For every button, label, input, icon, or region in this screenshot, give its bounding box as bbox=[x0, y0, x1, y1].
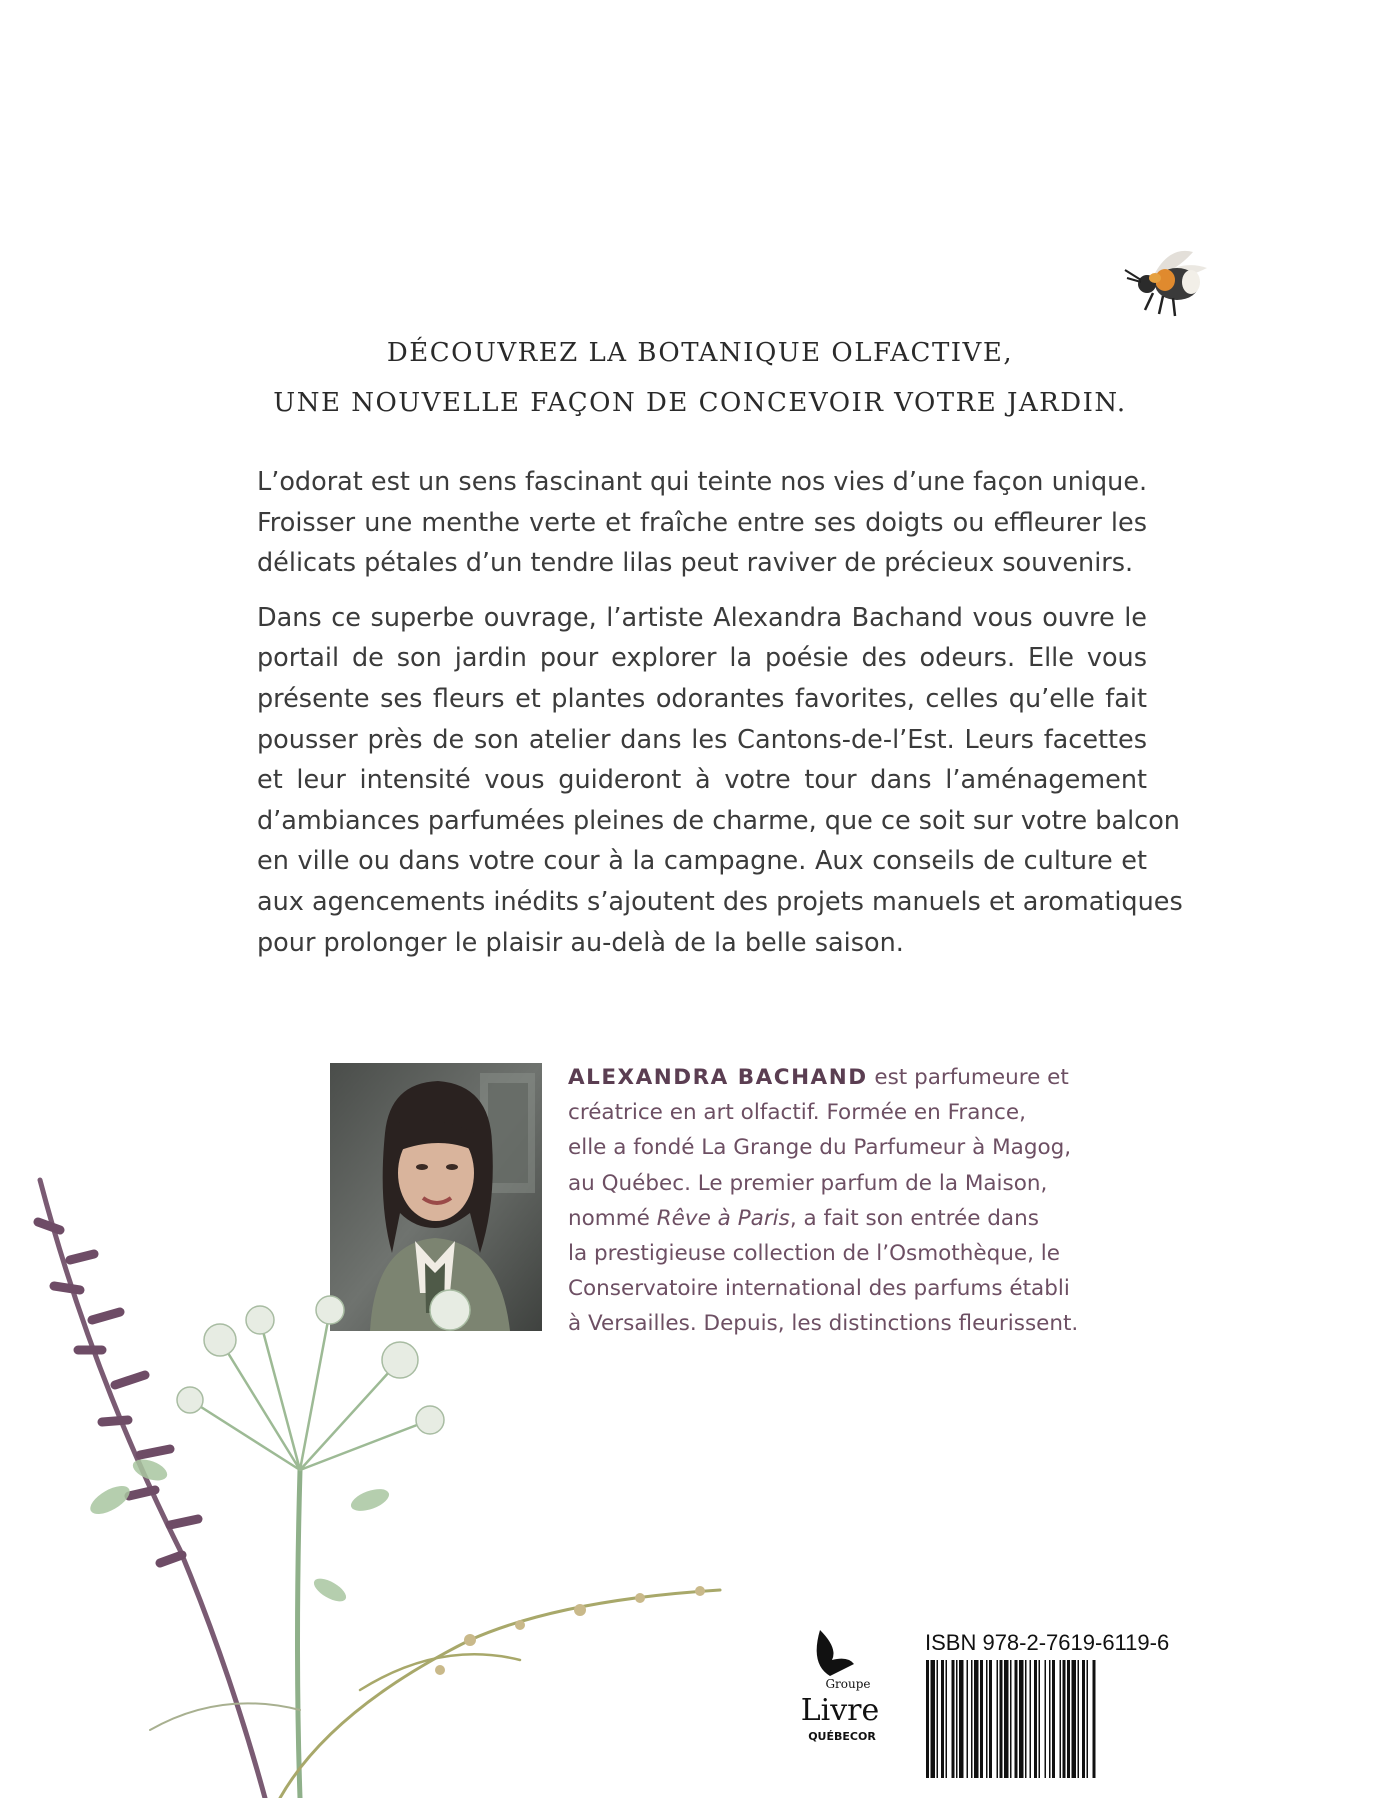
text-line: pousser près de son atelier dans les Cantons-de-l’Est. Leurs facettes bbox=[257, 724, 1147, 755]
barcode-bar bbox=[1045, 1660, 1047, 1778]
barcode-bar bbox=[1004, 1660, 1009, 1778]
barcode-bar bbox=[946, 1660, 948, 1778]
bio-line: au Québec. Le premier parfum de la Maison, bbox=[568, 1170, 1048, 1196]
perfume-title: Rêve à Paris bbox=[656, 1205, 790, 1231]
publisher-logo bbox=[790, 1620, 900, 1760]
barcode-bar bbox=[1078, 1660, 1080, 1778]
bio-text: est parfumeure et bbox=[867, 1065, 1069, 1090]
intro-paragraph-1 bbox=[257, 462, 1147, 584]
barcode bbox=[926, 1660, 1152, 1778]
publisher-line-2: Livre bbox=[800, 1693, 880, 1728]
barcode-bar bbox=[1072, 1660, 1077, 1778]
bio-line: créatrice en art olfactif. Formée en France, bbox=[568, 1100, 1026, 1126]
barcode-bar bbox=[1063, 1660, 1066, 1778]
bio-line: la prestigieuse collection de l’Osmothèque, le bbox=[568, 1241, 1060, 1267]
barcode-bar bbox=[926, 1660, 929, 1778]
text-line: aux agencements inédits s’ajoutent des projets manuels et aromatiques bbox=[257, 886, 1183, 917]
botanical-illustration-icon bbox=[0, 1170, 760, 1798]
text-line: d’ambiances parfumées pleines de charme, que ce soit sur votre balcon bbox=[257, 805, 1180, 836]
barcode-bar bbox=[1010, 1660, 1012, 1778]
intro-paragraph-2 bbox=[257, 598, 1183, 963]
barcode-bar bbox=[1082, 1660, 1085, 1778]
intro-text bbox=[257, 462, 1183, 963]
bio-line bbox=[568, 1060, 1078, 1095]
publisher-line-1: Groupe bbox=[825, 1677, 871, 1691]
bio-line: à Versailles. Depuis, les distinctions fleurissent. bbox=[568, 1311, 1079, 1337]
barcode-bar bbox=[1060, 1660, 1062, 1778]
barcode-bar bbox=[1049, 1660, 1051, 1778]
barcode-bar bbox=[1025, 1660, 1027, 1778]
barcode-bar bbox=[1039, 1660, 1041, 1778]
barcode-bar bbox=[974, 1660, 979, 1778]
barcode-bar bbox=[1067, 1660, 1070, 1778]
barcode-bar bbox=[971, 1660, 973, 1778]
barcode-bar bbox=[997, 1660, 999, 1778]
publisher-line-3: QUÉBECOR bbox=[808, 1730, 876, 1743]
headline-line-1: DÉCOUVREZ LA BOTANIQUE OLFACTIVE, bbox=[386, 338, 1014, 368]
author-name: ALEXANDRA BACHAND bbox=[568, 1065, 868, 1090]
barcode-bar bbox=[986, 1660, 988, 1778]
isbn-label: ISBN 978-2-7619-6119-6 bbox=[925, 1630, 1170, 1655]
text-line: et leur intensité vous guideront à votre tour dans l’aménagement bbox=[257, 765, 1147, 796]
bee-illustration-icon bbox=[1115, 238, 1215, 318]
text-line: délicats pétales d’un tendre lilas peut raviver de précieux souvenirs. bbox=[257, 548, 1134, 579]
barcode-bar bbox=[967, 1660, 969, 1778]
bio-line: elle a fondé La Grange du Parfumeur à Magog, bbox=[568, 1135, 1072, 1161]
barcode-bar bbox=[1034, 1660, 1037, 1778]
barcode-bar bbox=[952, 1660, 955, 1778]
bio-line: Conservatoire international des parfums établi bbox=[568, 1276, 1070, 1302]
barcode-bar bbox=[1087, 1660, 1089, 1778]
text-line: présente ses fleurs et plantes odorantes favorites, celles qu’elle fait bbox=[257, 683, 1147, 714]
barcode-bar bbox=[941, 1660, 944, 1778]
barcode-bar bbox=[989, 1660, 992, 1778]
barcode-bar bbox=[980, 1660, 983, 1778]
text-line: Froisser une menthe verte et fraîche entre ses doigts ou effleurer les bbox=[257, 507, 1147, 538]
barcode-bar bbox=[1093, 1660, 1096, 1778]
barcode-bar bbox=[1015, 1660, 1018, 1778]
text-line: portail de son jardin pour explorer la poésie des odeurs. Elle vous bbox=[257, 643, 1147, 674]
barcode-bar bbox=[1030, 1660, 1032, 1778]
bio-text: , a fait son entrée dans bbox=[789, 1205, 1039, 1231]
barcode-bar bbox=[1000, 1660, 1003, 1778]
barcode-bar bbox=[959, 1660, 964, 1778]
barcode-bar bbox=[1019, 1660, 1024, 1778]
headline-line-2: UNE NOUVELLE FAÇON DE CONCEVOIR VOTRE JARDIN. bbox=[273, 388, 1127, 418]
text-line: pour prolonger le plaisir au-delà de la belle saison. bbox=[257, 927, 904, 958]
barcode-bar bbox=[1052, 1660, 1055, 1778]
headline bbox=[200, 328, 1200, 428]
bio-text: nommé bbox=[568, 1205, 657, 1231]
barcode-bar bbox=[937, 1660, 939, 1778]
barcode-bar bbox=[931, 1660, 936, 1778]
barcode-bar bbox=[956, 1660, 958, 1778]
text-line: Dans ce superbe ouvrage, l’artiste Alexandra Bachand vous ouvre le bbox=[257, 602, 1147, 633]
text-line: L’odorat est un sens fascinant qui teinte nos vies d’une façon unique. bbox=[257, 467, 1148, 497]
text-line: en ville ou dans votre cour à la campagne. Aux conseils de culture et bbox=[257, 846, 1147, 877]
